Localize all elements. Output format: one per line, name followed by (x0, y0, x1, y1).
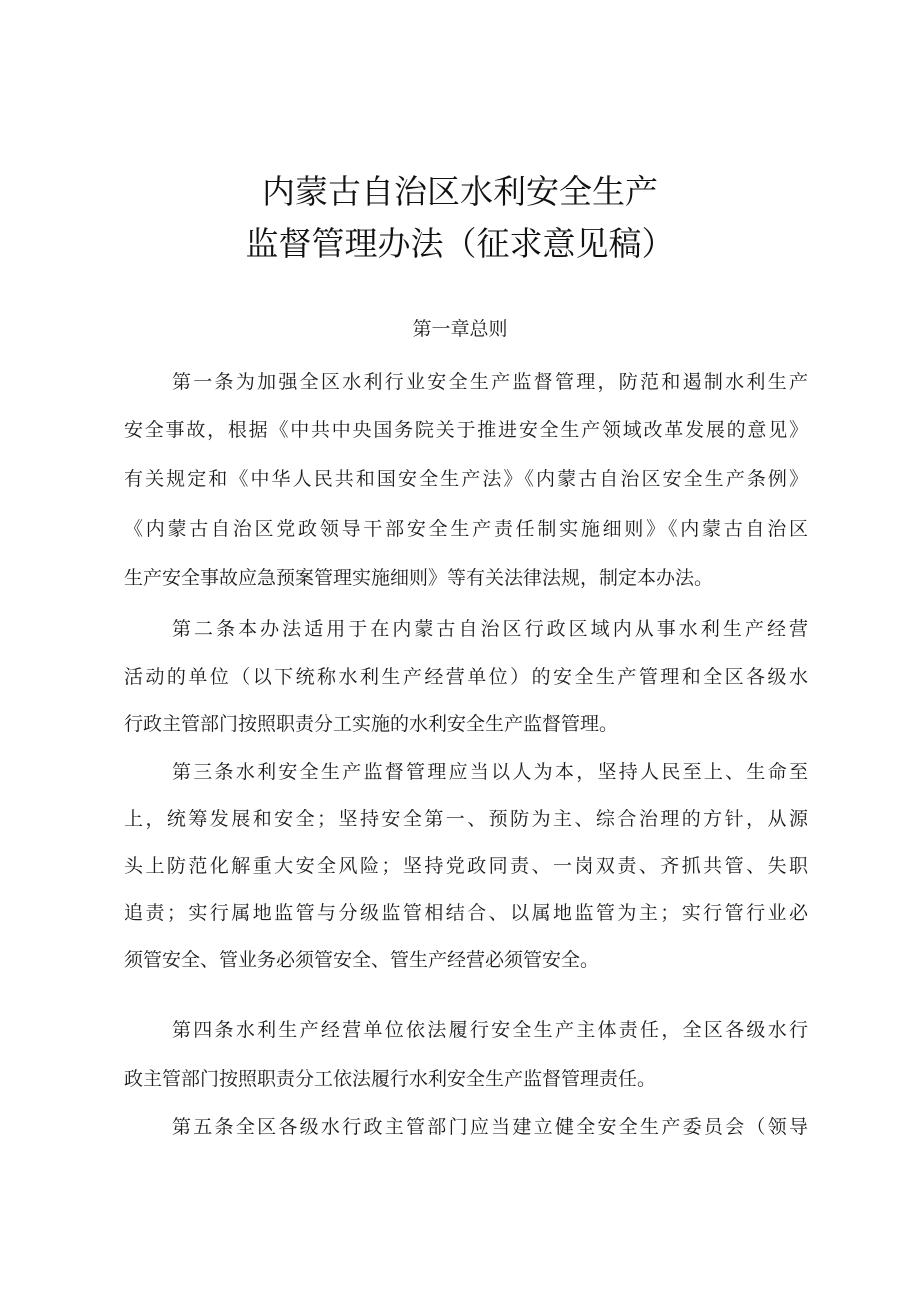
title-line-1: 内蒙古自治区水利安全生产 (262, 172, 658, 211)
text-line: 第一条为加强全区水利行业安全生产监督管理，防范和遏制水利生产 (172, 371, 808, 393)
text-line: 第五条全区各级水行政主管部门应当建立健全安全生产委员会（领导 (172, 1116, 808, 1138)
chapter-heading: 第一章总则 (412, 318, 508, 340)
text-line: 上，统筹发展和安全；坚持安全第一、预防为主、综合治理的方针，从源 (124, 808, 808, 830)
text-line: 安全事故，根据《中共中央国务院关于推进安全生产领域改革发展的意见》 (124, 419, 808, 441)
text-line: 第二条本办法适用于在内蒙古自治区行政区域内从事水利生产经营 (172, 618, 808, 640)
text-line: 行政主管部门按照职责分工实施的水利安全生产监督管理。 (124, 713, 619, 735)
text-line: 有关规定和《中华人民共和国安全生产法》《内蒙古自治区安全生产条例》 (124, 468, 808, 490)
text-line: 第四条水利生产经营单位依法履行安全生产主体责任，全区各级水行 (172, 1019, 808, 1041)
text-line: 生产安全事故应急预案管理实施细则》等有关法律法规，制定本办法。 (124, 567, 714, 589)
text-line: 须管安全、管业务必须管安全、管生产经营必须管安全。 (124, 949, 600, 971)
text-line: 活动的单位（以下统称水利生产经营单位）的安全生产管理和全区各级水 (124, 666, 808, 688)
title-line-2: 监督管理办法（征求意见稿） (245, 224, 675, 263)
text-line: 政主管部门按照职责分工依法履行水利安全生产监督管理责任。 (124, 1068, 657, 1090)
text-line: 《内蒙古自治区党政领导干部安全生产责任制实施细则》《内蒙古自治区 (124, 518, 808, 540)
text-line: 追责；实行属地监管与分级监管相结合、以属地监管为主；实行管行业必 (124, 902, 808, 924)
text-line: 第三条水利安全生产监督管理应当以人为本，坚持人民至上、生命至 (172, 761, 808, 783)
text-line: 头上防范化解重大安全风险；坚持党政同责、一岗双责、齐抓共管、失职 (124, 855, 808, 877)
